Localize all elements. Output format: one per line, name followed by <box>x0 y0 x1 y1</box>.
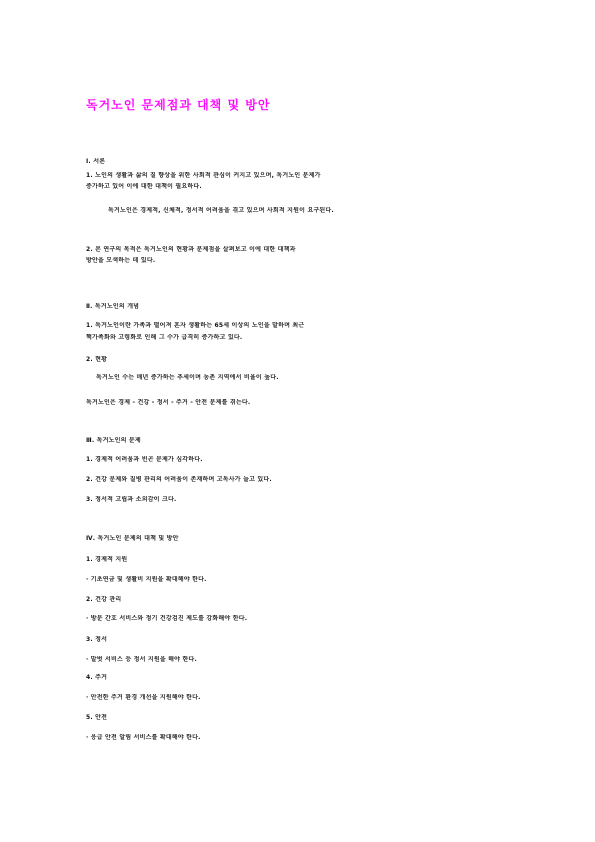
body-line: 3. 정서 <box>86 636 108 643</box>
body-line: 4. 주거 <box>86 674 108 681</box>
body-line: 핵가족화와 고령화로 인해 그 수가 급격히 증가하고 있다. <box>86 334 243 341</box>
document-title: 독거노인 문제점과 대책 및 방안 <box>86 98 271 112</box>
section-heading: Ⅱ. 독거노인의 개념 <box>86 303 140 310</box>
body-line: 2. 건강 문제와 질병 관리의 어려움이 존재하며 고독사가 늘고 있다. <box>86 476 272 483</box>
body-line: 5. 안전 <box>86 714 108 721</box>
body-line: 1. 독거노인이란 가족과 떨어져 혼자 생활하는 65세 이상의 노인을 말하며 최근 <box>86 322 305 329</box>
section-heading: Ⅲ. 독거노인의 문제 <box>86 437 141 444</box>
body-line: · 방문 간호 서비스와 정기 건강검진 제도를 강화해야 한다. <box>86 615 248 622</box>
body-line: 독거노인은 경제 - 건강 - 정서 - 주거 - 안전 문제를 겪는다. <box>86 399 251 406</box>
body-line: 3. 정서적 고립과 소외감이 크다. <box>86 496 177 503</box>
section-heading: Ⅰ. 서론 <box>86 158 106 165</box>
body-line: 증가하고 있어 이에 대한 대책이 필요하다. <box>86 183 202 190</box>
body-line: 방안을 모색하는 데 있다. <box>86 257 156 264</box>
body-line: 1. 노인의 생활과 삶의 질 향상을 위한 사회적 관심이 커지고 있으며, 독거노인 문제가 <box>86 172 321 179</box>
body-line: · 말벗 서비스 등 정서 지원을 해야 한다. <box>86 656 197 663</box>
body-line: 독거노인 수는 매년 증가하는 추세이며 농촌 지역에서 비율이 높다. <box>96 374 279 381</box>
body-line: 독거노인은 경제적, 신체적, 정서적 어려움을 겪고 있으며 사회적 지원이 요구된다. <box>108 207 334 214</box>
body-line: 2. 현황 <box>86 356 108 363</box>
body-line: 2. 건강 관리 <box>86 596 122 603</box>
body-line: 1. 경제적 어려움과 빈곤 문제가 심각하다. <box>86 456 203 463</box>
body-line: 1. 경제적 지원 <box>86 556 128 563</box>
body-line: 2. 본 연구의 목적은 독거노인의 현황과 문제점을 살펴보고 이에 대한 대책과 <box>86 246 296 253</box>
body-line: · 안전한 주거 환경 개선을 지원해야 한다. <box>86 694 201 701</box>
body-line: · 응급 안전 알림 서비스를 확대해야 한다. <box>86 734 201 741</box>
section-heading: Ⅳ. 독거노인 문제의 대책 및 방안 <box>86 535 179 542</box>
body-line: · 기초연금 및 생활비 지원을 확대해야 한다. <box>86 576 207 583</box>
